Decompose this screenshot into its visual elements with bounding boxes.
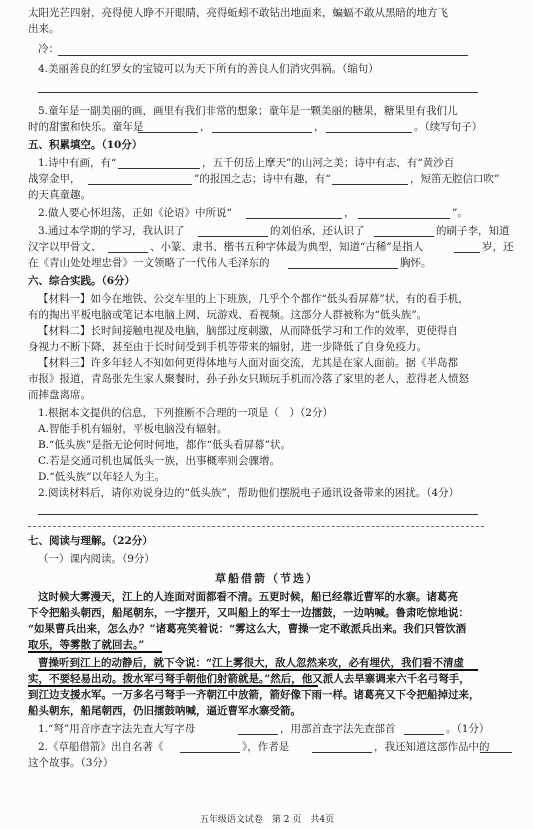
question-text: 这个故事。（3分） [28,757,114,769]
passage-line: 到江边支援水军。一万多名弓弩手一齐朝江中放箭，箭好像下雨一样。诸葛亮又下令把船掉过来， [28,689,480,701]
text-line: ，五千仞岳上摩天”的山河之美；诗中有志，有“黄沙百 [202,157,455,169]
section-heading: 六、综合实践。（6分） [28,275,136,287]
underline-mark [38,669,478,671]
section-heading: 五、积累填空。（10分） [28,139,143,151]
text-line: 太阳光芒四射，亮得使人睁不开眼睛，亮得蚯蚓不敢钻出地面来，蝙蝠不敢从黑暗的地方飞 [28,7,448,19]
text-line: 【材料一】如今在地铁、公交车里的上下班族，几乎个个都作“低头看屏幕”状，有的看手机， [38,293,469,305]
answer-blank[interactable] [88,184,192,185]
answer-blank[interactable] [38,92,478,93]
text-line: 4.美丽善良的红罗女的宝镜可以为天下所有的善良人们消灾弭祸。（缩句） [38,63,379,75]
text-line: ， [344,207,355,219]
text-line: 的天真童趣。 [28,189,91,201]
passage-line: 这时候大雾漫天，江上的人连面对面都看不清。五更时候，船已经靠近曹军的水寨。诸葛亮 [38,591,458,603]
answer-blank[interactable] [358,218,450,219]
answer-blank[interactable] [38,514,478,515]
underline-mark [28,685,318,687]
text-line: 时的甜蜜和快乐。童年是 [28,121,144,133]
passage-line: “如果曹兵出来，怎么办？”诸葛亮笑着说：“雾这么大，曹操一定不敢派兵出来。我们只管饮酒 [28,623,467,635]
answer-blank[interactable] [180,752,240,753]
text-line: 在《青山处处埋忠骨》一文领略了一代伟人毛泽东的 [28,257,270,269]
question-text: 1.“弩”用音序查字法先查大写字母 [38,723,196,735]
answer-blank[interactable] [198,236,268,237]
text-line: 冷： [38,43,59,55]
divider [28,526,484,527]
passage-line: 下令把船头朝西，船尾朝东，一字摆开，又叫船上的军士一边擂鼓，一边呐喊。鲁肃吃惊地说： [28,607,469,619]
text-line: 的刷子李，知道 [436,225,510,237]
question-text: 2.《草船借箭》出自名著《 [38,741,164,753]
text-line: ”。 [452,207,468,219]
answer-blank[interactable] [58,55,468,56]
text-line: 。（续写句子） [414,121,483,133]
text-line: 5.童年是一副美丽的画，画里有我们非常的想象；童年是一颗美丽的糖果，糖果里有我们儿 [38,105,458,117]
section-heading: 七、阅读与理解。（22分） [28,535,153,547]
text-line: 有的掏出平板电脑或笔记本电脑上网、玩游戏、看视频。这部分人群被称为“低头族”。 [28,309,428,321]
question-text: 2.阅读材料后，请你劝说身边的“低头族”，帮助他们摆脱电子通讯设备带来的困扰。（4分） [38,487,460,499]
subsection-heading: （一）课内阅读。（9分） [38,553,155,565]
answer-blank[interactable] [332,184,408,185]
text-line: 身视力不断下降，甚至由于长时间受到手机等带来的辐射，进一步降低了自身免疫力。 [28,341,427,353]
answer-blank[interactable] [118,168,200,169]
text-line: 胸怀。 [400,257,432,269]
text-line: ，短笛无腔信口吹” [410,173,500,185]
passage-line: 实，不要轻易出动。拨水军弓弩手朝他们射箭就是。”然后，他又派人去旱寨调来六千名弓弩手， [28,673,470,685]
option-c: C.若是交通司机也属低头一族，出事概率则会骤增。 [38,455,280,467]
text-line: 、小篆、隶书、楷书五种字体最为典型，知道“古稀”是指人 [150,241,424,253]
text-line: 2.做人要心怀坦荡，正如《论语》中所说“ [38,207,232,219]
text-line: 汉字以甲骨文、 [28,241,102,253]
answer-blank[interactable] [374,236,434,237]
page-footer: 五年级语文试卷 第 2 页 共4页 [199,815,335,825]
option-d: D.“低头族”以年轻人为主。 [38,471,166,483]
passage-line: 取乐，等雾散了就回去。” [28,639,145,651]
answer-blank[interactable] [238,734,278,735]
answer-blank[interactable] [246,218,342,219]
question-text: ，我还知道这部作品中的 [374,741,490,753]
text-line: ”的报国之志；诗中有趣，有“ [194,173,331,185]
answer-blank[interactable] [212,132,312,133]
option-a: A.智能手机有辐射，平板电脑没有辐射。 [38,423,228,435]
question-text: 。（1分） [446,723,490,735]
answer-blank[interactable] [288,268,398,269]
text-line: 战穿金甲， [28,173,81,185]
text-line: 【材料二】长时间接触电视及电脑，脑部过度刺激，从而降低学习和工作的效率，更使得自 [38,325,458,337]
passage-title: 草船借箭（节选） [215,572,319,585]
text-line: 3.通过本学期的学习，我认识了 [38,225,185,237]
question-text: 1.根据本文提供的信息，下列推断不合理的一项是（ ）（2分） [38,407,333,419]
text-line: 出来。 [28,23,60,35]
option-b: B.“低头族”是指无论何时何地，都作“低头看屏幕”状。 [38,439,292,451]
answer-blank[interactable] [138,132,198,133]
text-line: 【材料三】许多年轻人不知如何更得体地与人面对面交流，尤其是在家人面前。据《半岛都 [38,357,458,369]
text-line: 而摔盘离席。 [28,389,91,401]
text-line: 市报》报道，青岛张先生家人聚餐时，孙子孙女只顾玩手机而冷落了家里的老人，惹得老人愤怒 [28,373,469,385]
answer-blank[interactable] [108,252,148,253]
question-text: ，用部首查字法先查部首 [280,723,396,735]
underline-mark [28,651,162,653]
text-line: ， [200,121,211,133]
passage-line: 船头朝东，船尾朝西，仍旧擂鼓呐喊，逼近曹军水寨受箭。 [28,705,301,717]
answer-blank[interactable] [312,752,372,753]
passage-line: 曹操听到江上的动静后，就下令说：“江上雾很大，敌人忽然来攻，必有埋伏，我们看不清虚 [38,657,465,669]
answer-blank[interactable] [326,132,412,133]
text-line: 岁，还 [482,241,514,253]
answer-blank[interactable] [480,752,512,753]
text-line: 的刘伯承，还认识了 [270,225,365,237]
text-line: 1.诗中有画，有“ [38,157,117,169]
text-line: ， [314,121,325,133]
question-text: 》，作者是 [242,741,290,753]
answer-blank[interactable] [404,734,444,735]
answer-blank[interactable] [454,252,480,253]
